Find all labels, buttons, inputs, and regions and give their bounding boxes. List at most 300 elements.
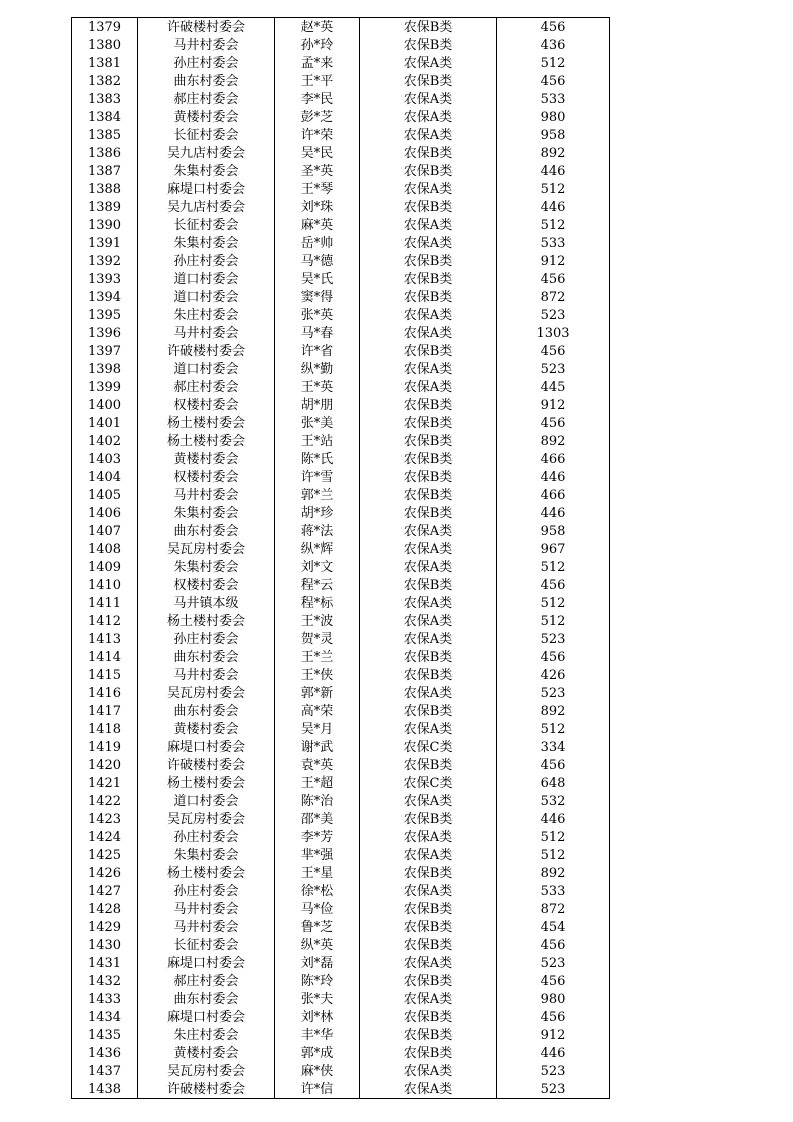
cell-amount: 456 [497, 648, 610, 666]
table-row [72, 270, 610, 288]
cell-village: 马井村委会 [138, 486, 275, 504]
cell-name: 张*夫 [275, 990, 360, 1008]
cell-village: 朱集村委会 [138, 504, 275, 522]
cell-village: 孙庄村委会 [138, 828, 275, 846]
cell-village: 吴瓦房村委会 [138, 684, 275, 702]
cell-no: 1435 [72, 1026, 138, 1044]
cell-village: 麻堤口村委会 [138, 954, 275, 972]
cell-no: 1387 [72, 162, 138, 180]
cell-amount: 533 [497, 882, 610, 900]
cell-amount: 892 [497, 432, 610, 450]
cell-no: 1396 [72, 324, 138, 342]
cell-amount: 958 [497, 522, 610, 540]
cell-no: 1401 [72, 414, 138, 432]
cell-village: 孙庄村委会 [138, 882, 275, 900]
cell-type: 农保B类 [360, 702, 497, 720]
table-row [72, 252, 610, 270]
table-row [72, 1062, 610, 1080]
table-row [72, 378, 610, 396]
cell-no: 1419 [72, 738, 138, 756]
cell-type: 农保A类 [360, 990, 497, 1008]
cell-amount: 523 [497, 1080, 610, 1099]
cell-amount: 523 [497, 954, 610, 972]
cell-name: 程*云 [275, 576, 360, 594]
cell-no: 1410 [72, 576, 138, 594]
table-row [72, 396, 610, 414]
table-row [72, 234, 610, 252]
table-row [72, 180, 610, 198]
cell-type: 农保A类 [360, 882, 497, 900]
cell-amount: 648 [497, 774, 610, 792]
cell-name: 王*侠 [275, 666, 360, 684]
cell-amount: 523 [497, 1062, 610, 1080]
cell-no: 1394 [72, 288, 138, 306]
cell-amount: 533 [497, 234, 610, 252]
cell-village: 权楼村委会 [138, 576, 275, 594]
table-row [72, 108, 610, 126]
cell-name: 马*德 [275, 252, 360, 270]
cell-name: 高*荣 [275, 702, 360, 720]
cell-no: 1406 [72, 504, 138, 522]
cell-type: 农保B类 [360, 810, 497, 828]
cell-type: 农保A类 [360, 234, 497, 252]
cell-village: 黄楼村委会 [138, 720, 275, 738]
cell-type: 农保B类 [360, 288, 497, 306]
cell-no: 1392 [72, 252, 138, 270]
cell-type: 农保B类 [360, 504, 497, 522]
cell-amount: 456 [497, 936, 610, 954]
cell-name: 贺*灵 [275, 630, 360, 648]
cell-type: 农保B类 [360, 756, 497, 774]
cell-village: 吴瓦房村委会 [138, 810, 275, 828]
table-row [72, 612, 610, 630]
cell-village: 许破楼村委会 [138, 342, 275, 360]
cell-amount: 512 [497, 216, 610, 234]
cell-name: 郭*成 [275, 1044, 360, 1062]
cell-name: 王*超 [275, 774, 360, 792]
table-row [72, 666, 610, 684]
cell-name: 麻*侠 [275, 1062, 360, 1080]
cell-type: 农保A类 [360, 216, 497, 234]
cell-type: 农保B类 [360, 432, 497, 450]
cell-type: 农保C类 [360, 738, 497, 756]
cell-type: 农保B类 [360, 18, 497, 37]
table-row [72, 450, 610, 468]
cell-amount: 446 [497, 504, 610, 522]
table-row [72, 522, 610, 540]
table-row [72, 990, 610, 1008]
table-row [72, 900, 610, 918]
table-row [72, 1080, 610, 1099]
table-row [72, 126, 610, 144]
cell-name: 刘*珠 [275, 198, 360, 216]
cell-type: 农保A类 [360, 360, 497, 378]
cell-name: 王*站 [275, 432, 360, 450]
cell-type: 农保A类 [360, 828, 497, 846]
cell-amount: 466 [497, 450, 610, 468]
table-row [72, 432, 610, 450]
cell-name: 岳*帅 [275, 234, 360, 252]
cell-village: 道口村委会 [138, 270, 275, 288]
cell-name: 陈*氏 [275, 450, 360, 468]
table-row [72, 54, 610, 72]
cell-amount: 512 [497, 828, 610, 846]
cell-name: 胡*珍 [275, 504, 360, 522]
table-row [72, 792, 610, 810]
cell-no: 1381 [72, 54, 138, 72]
cell-name: 许*省 [275, 342, 360, 360]
cell-no: 1413 [72, 630, 138, 648]
cell-type: 农保A类 [360, 90, 497, 108]
cell-village: 孙庄村委会 [138, 630, 275, 648]
cell-name: 麻*英 [275, 216, 360, 234]
table-row [72, 324, 610, 342]
table-row [72, 486, 610, 504]
cell-no: 1389 [72, 198, 138, 216]
cell-type: 农保B类 [360, 144, 497, 162]
cell-no: 1402 [72, 432, 138, 450]
cell-name: 孟*来 [275, 54, 360, 72]
cell-village: 杨土楼村委会 [138, 864, 275, 882]
cell-name: 刘*林 [275, 1008, 360, 1026]
cell-no: 1424 [72, 828, 138, 846]
cell-no: 1423 [72, 810, 138, 828]
cell-amount: 456 [497, 414, 610, 432]
cell-village: 朱集村委会 [138, 846, 275, 864]
cell-no: 1384 [72, 108, 138, 126]
cell-type: 农保B类 [360, 918, 497, 936]
cell-no: 1398 [72, 360, 138, 378]
cell-type: 农保B类 [360, 486, 497, 504]
cell-type: 农保B类 [360, 414, 497, 432]
cell-type: 农保A类 [360, 378, 497, 396]
cell-no: 1412 [72, 612, 138, 630]
cell-amount: 436 [497, 36, 610, 54]
cell-village: 马井镇本级 [138, 594, 275, 612]
cell-type: 农保B类 [360, 936, 497, 954]
cell-no: 1405 [72, 486, 138, 504]
cell-no: 1409 [72, 558, 138, 576]
cell-amount: 512 [497, 54, 610, 72]
cell-no: 1390 [72, 216, 138, 234]
cell-no: 1397 [72, 342, 138, 360]
table-body [72, 18, 610, 1099]
table-row [72, 198, 610, 216]
cell-amount: 456 [497, 270, 610, 288]
cell-name: 蒋*法 [275, 522, 360, 540]
cell-village: 杨土楼村委会 [138, 432, 275, 450]
cell-name: 陈*治 [275, 792, 360, 810]
cell-no: 1414 [72, 648, 138, 666]
cell-amount: 980 [497, 108, 610, 126]
cell-name: 吴*民 [275, 144, 360, 162]
cell-amount: 912 [497, 396, 610, 414]
cell-type: 农保A类 [360, 126, 497, 144]
cell-village: 杨土楼村委会 [138, 612, 275, 630]
cell-amount: 892 [497, 864, 610, 882]
cell-village: 杨土楼村委会 [138, 414, 275, 432]
cell-type: 农保A类 [360, 792, 497, 810]
cell-amount: 456 [497, 18, 610, 37]
cell-village: 吴九店村委会 [138, 144, 275, 162]
cell-amount: 456 [497, 1008, 610, 1026]
cell-amount: 426 [497, 666, 610, 684]
cell-amount: 446 [497, 162, 610, 180]
cell-type: 农保B类 [360, 450, 497, 468]
cell-no: 1395 [72, 306, 138, 324]
cell-name: 王*星 [275, 864, 360, 882]
cell-no: 1418 [72, 720, 138, 738]
cell-type: 农保B类 [360, 648, 497, 666]
cell-amount: 512 [497, 558, 610, 576]
cell-village: 马井村委会 [138, 918, 275, 936]
cell-no: 1436 [72, 1044, 138, 1062]
cell-type: 农保B类 [360, 1026, 497, 1044]
cell-amount: 512 [497, 846, 610, 864]
cell-village: 道口村委会 [138, 792, 275, 810]
cell-type: 农保B类 [360, 864, 497, 882]
cell-no: 1408 [72, 540, 138, 558]
cell-type: 农保A类 [360, 1080, 497, 1099]
cell-village: 马井村委会 [138, 666, 275, 684]
table-row [72, 36, 610, 54]
cell-village: 马井村委会 [138, 36, 275, 54]
table-row [72, 18, 610, 37]
cell-type: 农保A类 [360, 540, 497, 558]
cell-amount: 456 [497, 972, 610, 990]
cell-no: 1422 [72, 792, 138, 810]
cell-no: 1425 [72, 846, 138, 864]
cell-type: 农保B类 [360, 72, 497, 90]
cell-village: 权楼村委会 [138, 396, 275, 414]
cell-village: 朱集村委会 [138, 162, 275, 180]
cell-amount: 446 [497, 198, 610, 216]
cell-name: 陈*玲 [275, 972, 360, 990]
table-row [72, 540, 610, 558]
cell-type: 农保B类 [360, 162, 497, 180]
cell-no: 1391 [72, 234, 138, 252]
cell-no: 1393 [72, 270, 138, 288]
cell-amount: 523 [497, 306, 610, 324]
cell-village: 黄楼村委会 [138, 1044, 275, 1062]
cell-village: 许破楼村委会 [138, 1080, 275, 1099]
cell-village: 道口村委会 [138, 360, 275, 378]
cell-no: 1382 [72, 72, 138, 90]
cell-no: 1433 [72, 990, 138, 1008]
cell-type: 农保A类 [360, 324, 497, 342]
cell-village: 马井村委会 [138, 324, 275, 342]
table-row [72, 468, 610, 486]
cell-name: 王*英 [275, 378, 360, 396]
table-row [72, 576, 610, 594]
cell-name: 许*雪 [275, 468, 360, 486]
cell-no: 1383 [72, 90, 138, 108]
cell-village: 道口村委会 [138, 288, 275, 306]
cell-no: 1428 [72, 900, 138, 918]
cell-village: 黄楼村委会 [138, 108, 275, 126]
table-row [72, 216, 610, 234]
table-row [72, 360, 610, 378]
cell-village: 马井村委会 [138, 900, 275, 918]
cell-type: 农保A类 [360, 306, 497, 324]
cell-type: 农保A类 [360, 612, 497, 630]
cell-name: 马*俭 [275, 900, 360, 918]
cell-name: 彭*芝 [275, 108, 360, 126]
cell-village: 麻堤口村委会 [138, 738, 275, 756]
cell-name: 徐*松 [275, 882, 360, 900]
cell-type: 农保C类 [360, 774, 497, 792]
table-row [72, 936, 610, 954]
table-row [72, 918, 610, 936]
cell-name: 芈*强 [275, 846, 360, 864]
cell-type: 农保B类 [360, 900, 497, 918]
cell-no: 1420 [72, 756, 138, 774]
cell-type: 农保A类 [360, 1062, 497, 1080]
cell-type: 农保A类 [360, 180, 497, 198]
cell-name: 窦*得 [275, 288, 360, 306]
cell-no: 1386 [72, 144, 138, 162]
cell-village: 朱庄村委会 [138, 1026, 275, 1044]
cell-type: 农保A类 [360, 720, 497, 738]
cell-type: 农保B类 [360, 576, 497, 594]
cell-amount: 445 [497, 378, 610, 396]
cell-amount: 892 [497, 702, 610, 720]
cell-amount: 456 [497, 756, 610, 774]
cell-no: 1380 [72, 36, 138, 54]
table-row [72, 90, 610, 108]
data-table [71, 17, 610, 1099]
cell-name: 孙*玲 [275, 36, 360, 54]
cell-no: 1432 [72, 972, 138, 990]
table-row [72, 684, 610, 702]
cell-no: 1415 [72, 666, 138, 684]
cell-name: 王*兰 [275, 648, 360, 666]
table-row [72, 846, 610, 864]
cell-type: 农保B类 [360, 666, 497, 684]
cell-amount: 466 [497, 486, 610, 504]
table-row [72, 702, 610, 720]
cell-amount: 958 [497, 126, 610, 144]
cell-type: 农保A类 [360, 684, 497, 702]
cell-name: 张*美 [275, 414, 360, 432]
cell-type: 农保B类 [360, 198, 497, 216]
cell-name: 许*荣 [275, 126, 360, 144]
cell-name: 吴*氏 [275, 270, 360, 288]
cell-village: 朱庄村委会 [138, 306, 275, 324]
cell-type: 农保A类 [360, 558, 497, 576]
cell-village: 长征村委会 [138, 216, 275, 234]
cell-name: 谢*武 [275, 738, 360, 756]
cell-no: 1417 [72, 702, 138, 720]
cell-amount: 334 [497, 738, 610, 756]
cell-name: 李*芳 [275, 828, 360, 846]
cell-name: 郭*兰 [275, 486, 360, 504]
table-row [72, 972, 610, 990]
table-row [72, 864, 610, 882]
cell-no: 1385 [72, 126, 138, 144]
cell-type: 农保B类 [360, 972, 497, 990]
cell-name: 李*民 [275, 90, 360, 108]
cell-name: 袁*英 [275, 756, 360, 774]
cell-village: 吴瓦房村委会 [138, 1062, 275, 1080]
table-row [72, 504, 610, 522]
table-row [72, 72, 610, 90]
cell-type: 农保B类 [360, 1044, 497, 1062]
table-row [72, 288, 610, 306]
table-row [72, 414, 610, 432]
cell-name: 纵*勤 [275, 360, 360, 378]
cell-name: 刘*文 [275, 558, 360, 576]
cell-village: 孙庄村委会 [138, 54, 275, 72]
table-row [72, 720, 610, 738]
cell-type: 农保A类 [360, 630, 497, 648]
cell-name: 郭*新 [275, 684, 360, 702]
table-row [72, 954, 610, 972]
cell-type: 农保A类 [360, 954, 497, 972]
cell-village: 黄楼村委会 [138, 450, 275, 468]
cell-no: 1388 [72, 180, 138, 198]
cell-amount: 912 [497, 252, 610, 270]
cell-village: 麻堤口村委会 [138, 1008, 275, 1026]
cell-no: 1434 [72, 1008, 138, 1026]
cell-name: 赵*英 [275, 18, 360, 37]
cell-no: 1399 [72, 378, 138, 396]
cell-name: 胡*朋 [275, 396, 360, 414]
cell-type: 农保A类 [360, 108, 497, 126]
cell-name: 王*琴 [275, 180, 360, 198]
cell-amount: 446 [497, 468, 610, 486]
cell-amount: 523 [497, 630, 610, 648]
cell-no: 1411 [72, 594, 138, 612]
cell-amount: 446 [497, 1044, 610, 1062]
cell-no: 1400 [72, 396, 138, 414]
cell-type: 农保B类 [360, 252, 497, 270]
table-row [72, 144, 610, 162]
table-row [72, 342, 610, 360]
cell-village: 曲东村委会 [138, 990, 275, 1008]
cell-amount: 456 [497, 576, 610, 594]
cell-amount: 454 [497, 918, 610, 936]
table-row [72, 1044, 610, 1062]
cell-name: 圣*英 [275, 162, 360, 180]
cell-type: 农保B类 [360, 468, 497, 486]
cell-no: 1437 [72, 1062, 138, 1080]
cell-village: 许破楼村委会 [138, 18, 275, 37]
cell-type: 农保B类 [360, 1008, 497, 1026]
cell-village: 长征村委会 [138, 126, 275, 144]
cell-village: 吴瓦房村委会 [138, 540, 275, 558]
cell-amount: 512 [497, 180, 610, 198]
cell-amount: 912 [497, 1026, 610, 1044]
cell-village: 孙庄村委会 [138, 252, 275, 270]
cell-no: 1379 [72, 18, 138, 37]
cell-village: 吴九店村委会 [138, 198, 275, 216]
table-row [72, 882, 610, 900]
cell-name: 马*春 [275, 324, 360, 342]
cell-name: 鲁*芝 [275, 918, 360, 936]
cell-village: 杨土楼村委会 [138, 774, 275, 792]
cell-type: 农保B类 [360, 342, 497, 360]
cell-amount: 456 [497, 72, 610, 90]
cell-name: 许*信 [275, 1080, 360, 1099]
table-row [72, 810, 610, 828]
cell-amount: 872 [497, 288, 610, 306]
cell-amount: 446 [497, 810, 610, 828]
cell-village: 曲东村委会 [138, 702, 275, 720]
table-row [72, 756, 610, 774]
cell-amount: 980 [497, 990, 610, 1008]
cell-name: 程*标 [275, 594, 360, 612]
